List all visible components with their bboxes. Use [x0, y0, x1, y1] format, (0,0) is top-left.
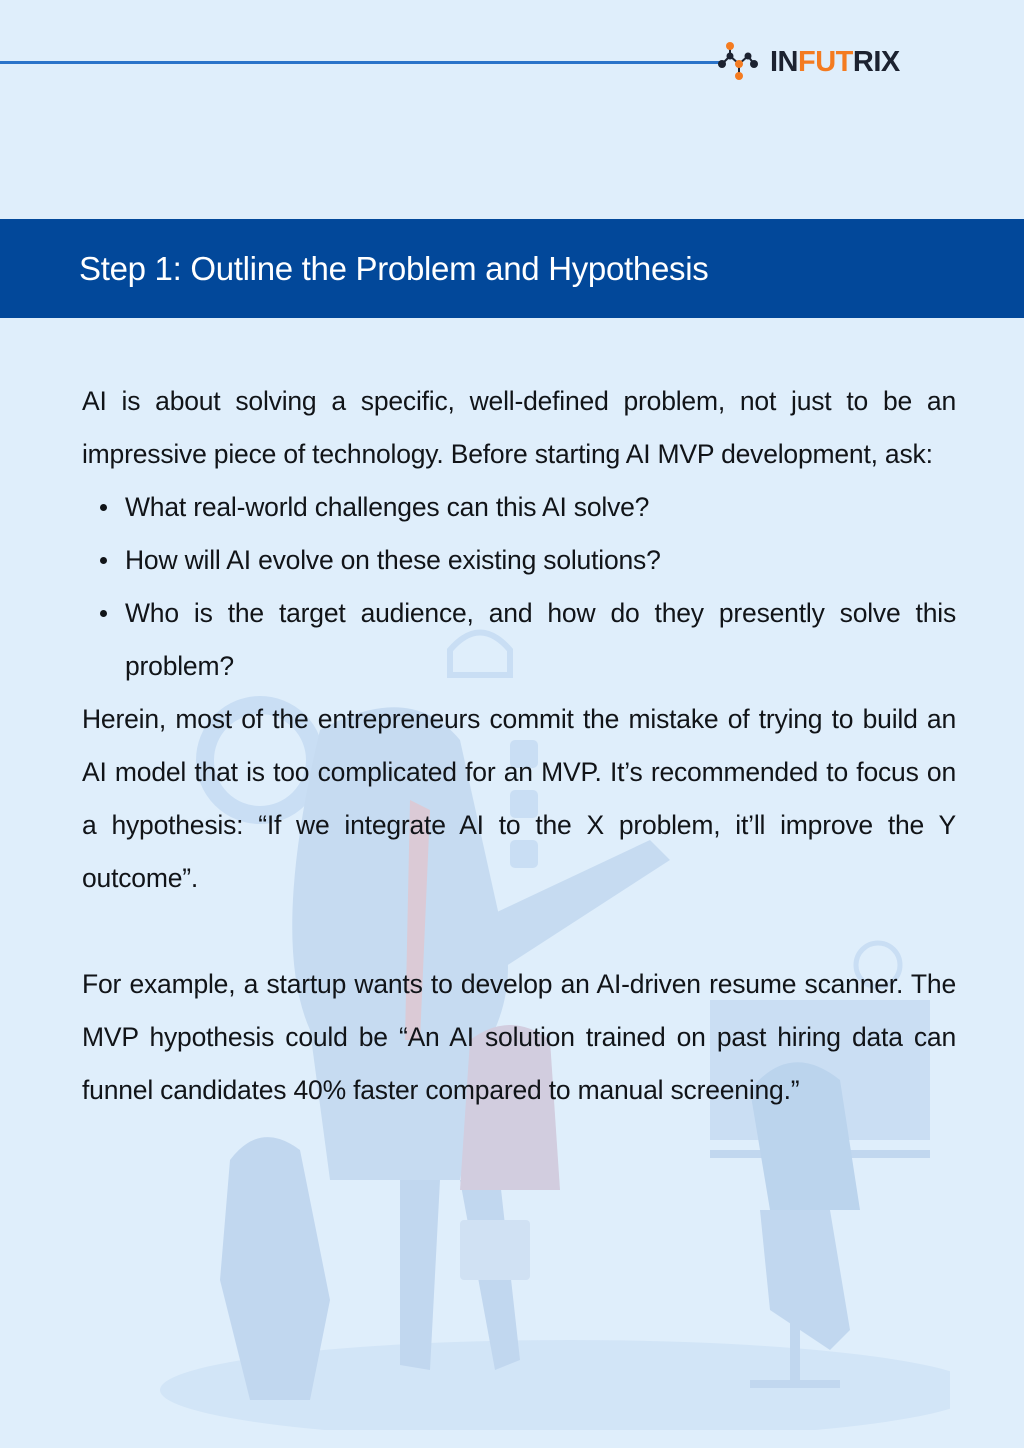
- list-item: [82, 481, 956, 534]
- list-item: [82, 587, 956, 693]
- hypothesis-paragraph: Herein, most of the entrepreneurs commit the mistake of trying to build an AI model that is too complicated for an MVP. It’s recommended to focus on a hypothesis: “If we integrate AI to the X problem, it’ll improve the Y outcome”.: [82, 704, 956, 893]
- article-body: [82, 375, 956, 1117]
- bullet-icon: [100, 557, 107, 564]
- list-item-text: How will AI evolve on these existing solutions?: [125, 545, 661, 575]
- list-item: [82, 534, 956, 587]
- example-paragraph: For example, a startup wants to develop an AI-driven resume scanner. The MVP hypothesis could be “An AI solution trained on past hiring data can funnel candidates 40% faster compared to manual screening.”: [82, 969, 956, 1105]
- brand-name-highlight: FUT: [798, 45, 853, 78]
- section-title: Step 1: Outline the Problem and Hypothesis: [79, 249, 709, 287]
- question-list: [82, 481, 956, 693]
- section-banner: [0, 219, 1024, 318]
- list-item-text: What real-world challenges can this AI solve?: [125, 492, 650, 522]
- brand-name-prefix: IN: [770, 45, 798, 78]
- paragraph-spacer: [82, 905, 956, 958]
- bullet-icon: [100, 610, 107, 617]
- list-item-text: Who is the target audience, and how do they presently solve this problem?: [125, 598, 956, 681]
- brand-wordmark: [770, 46, 900, 79]
- brand-name-suffix: RIX: [852, 45, 900, 78]
- intro-paragraph: AI is about solving a specific, well-defined problem, not just to be an impressive piece of technology. Before starting AI MVP development, ask:: [82, 386, 956, 469]
- brand-logo: [716, 38, 900, 86]
- logo-mark-icon: [716, 38, 764, 86]
- bullet-icon: [100, 504, 107, 511]
- header-rule: [0, 61, 722, 64]
